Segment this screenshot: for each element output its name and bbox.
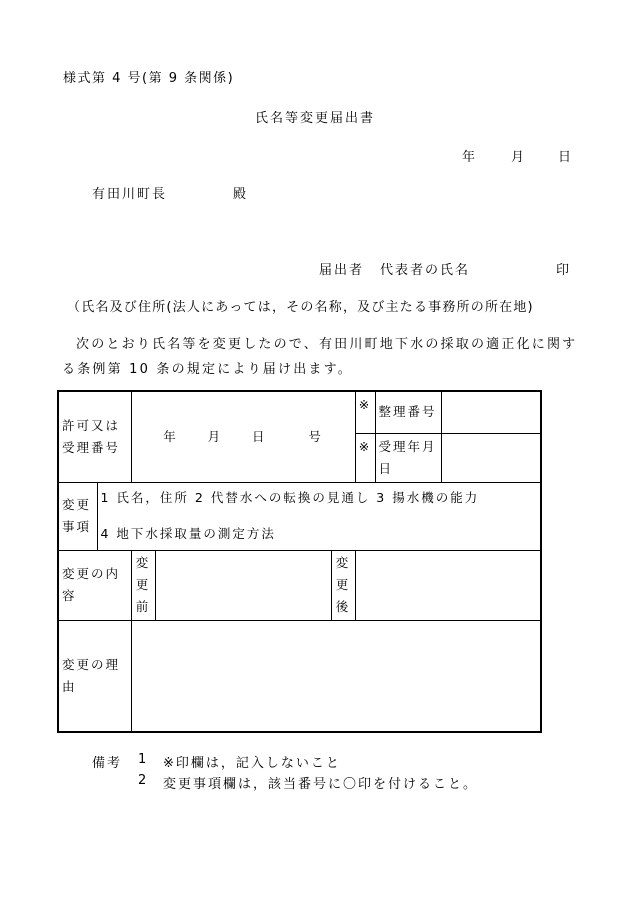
body-text: 次のとおり氏名等を変更したので、有田川町地下水の採取の適正化に関する条例第 10 条の規定により届け出ます。 [62, 337, 578, 377]
permit-year-label: 年 [163, 428, 178, 444]
office-use-mark: ※ [355, 433, 375, 482]
office-use-mark: ※ [355, 391, 375, 433]
after-label: 変 更 後 [331, 550, 355, 620]
change-items-line2: 4 地下水採取量の測定方法 [100, 526, 276, 541]
permit-number-suffix: 号 [308, 428, 323, 444]
remark-text: ※印欄は，記入しないこと [163, 756, 341, 771]
form-id: 様式第 4 号(第 9 条関係) [63, 71, 235, 86]
honorific: 殿 [233, 187, 249, 202]
seal-mark: 印 [556, 263, 572, 278]
name-address-note: （氏名及び住所(法人にあっては，その名称，及び主たる事務所の所在地) [67, 300, 534, 315]
before-content-field[interactable] [155, 550, 331, 620]
received-date-label: 受理年月日 [375, 433, 441, 482]
document-title: 氏名等変更届出書 [255, 111, 376, 126]
date-month-label: 月 [511, 150, 527, 165]
change-content-label: 変更の内容 [58, 550, 131, 620]
change-items-field[interactable] [97, 482, 541, 550]
change-items-label-line2: 事項 [62, 519, 92, 534]
addressee: 有田川町長 [92, 187, 168, 202]
management-number-field[interactable] [441, 391, 541, 433]
date-year-label: 年 [462, 150, 478, 165]
remark-text: 変更事項欄は，該当番号に〇印を付けること。 [163, 777, 479, 792]
after-content-field[interactable] [355, 550, 541, 620]
permit-date-field[interactable] [131, 391, 355, 482]
change-items-label [58, 482, 97, 550]
permit-month-label: 月 [207, 428, 223, 444]
change-items-line1: 1 氏名，住所 2 代替水への転換の見通し 3 揚水機の能力 [100, 490, 480, 505]
before-label: 変 更 前 [131, 550, 155, 620]
change-reason-label: 変更の理由 [58, 620, 131, 732]
management-number-label: 整理番号 [375, 391, 441, 433]
form-table [57, 390, 542, 733]
change-items-label-line1: 変更 [62, 497, 92, 512]
date-day-label: 日 [558, 150, 574, 165]
permit-day-label: 日 [251, 428, 267, 444]
remark-number: 1 [138, 752, 149, 767]
remark-number: 2 [138, 773, 149, 788]
remarks-label: 備考 [92, 756, 123, 771]
representative-name-label: 代表者の氏名 [380, 263, 471, 278]
notifier-label: 届出者 [319, 263, 365, 278]
change-reason-field[interactable] [131, 620, 541, 732]
received-date-field[interactable] [441, 433, 541, 482]
permit-number-label: 許可又は受理番号 [58, 391, 131, 482]
